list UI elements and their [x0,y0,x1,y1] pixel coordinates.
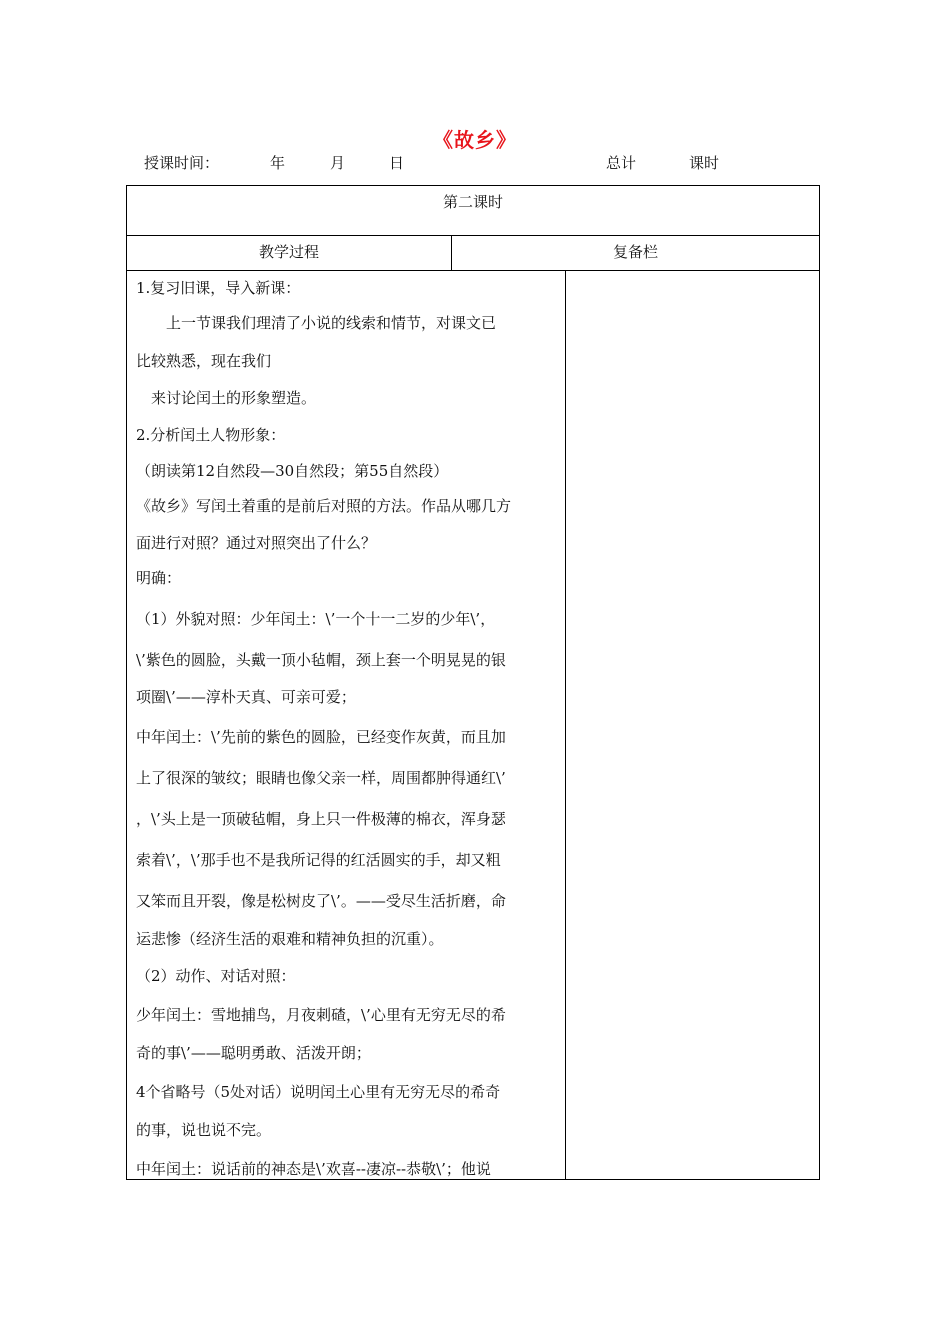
text-line: 《故乡》写闰土着重的是前后对照的方法。作品从哪几方 [136,497,512,515]
text-line: 面进行对照？通过对照突出了什么？ [136,534,377,552]
total-label: 总计 [606,154,637,172]
text-line: 项圈\’——淳朴天真、可亲可爱； [136,688,356,706]
day-label: 日 [389,154,405,172]
year-label: 年 [270,154,286,172]
text-line: 中年闰土：\’先前的紫色的圆脸，已经变作灰黄，而且加 [136,728,506,746]
text-line: 中年闰土：说话前的神态是\’欢喜--凄凉--恭敬\’；他说 [136,1160,491,1178]
period-label: 课时 [689,154,720,172]
lesson-table [126,185,820,1180]
text-line: 奇的事\’——聪明勇敢、活泼开朗； [136,1044,371,1062]
text-line: 1.复习旧课，导入新课： [136,279,301,297]
text-line: 索着\’，\’那手也不是我所记得的红活圆实的手，却又粗 [136,851,501,869]
text-line: （2）动作、对话对照： [136,967,296,985]
section-header: 第二课时 [127,186,819,236]
text-line: 又笨而且开裂，像是松树皮了\’。——受尽生活折磨，命 [136,892,506,910]
review-notes-column [566,271,819,1179]
time-label: 授课时间： [144,154,220,172]
text-line: 来讨论闰土的形象塑造。 [136,389,317,407]
text-line: 少年闰土：雪地捕鸟，月夜刺碴，\’心里有无穷无尽的希 [136,1006,506,1024]
teaching-process-header: 教学过程 [127,236,452,271]
month-label: 月 [330,154,346,172]
text-line: （1）外貌对照：少年闰土：\’一个十一二岁的少年\’， [136,610,496,628]
review-notes-header: 复备栏 [452,236,819,271]
text-line: 上了很深的皱纹；眼睛也像父亲一样，周围都肿得通红\’ [136,769,506,787]
teaching-process-content [127,271,566,1179]
text-line: （朗读第12自然段—30自然段；第55自然段） [136,462,449,480]
text-line: ，\’头上是一顶破毡帽，身上只一件极薄的棉衣，浑身瑟 [136,810,506,828]
text-line: 比较熟悉，现在我们 [136,352,272,370]
text-line: 明确： [136,569,182,587]
text-line: \’紫色的圆脸，头戴一顶小毡帽，颈上套一个明晃晃的银 [136,651,506,669]
document-title: 《故乡》 [433,128,517,152]
lesson-info-line [0,152,950,174]
text-line: 上一节课我们理清了小说的线索和情节，对课文已 [136,314,497,332]
text-line: 运悲惨（经济生活的艰难和精神负担的沉重）。 [136,930,444,948]
text-line: 的事，说也说不完。 [136,1121,272,1139]
text-line: 2.分析闰土人物形象： [136,426,286,444]
text-line: 4个省略号（5处对话）说明闰土心里有无穷无尽的希奇 [136,1083,501,1101]
